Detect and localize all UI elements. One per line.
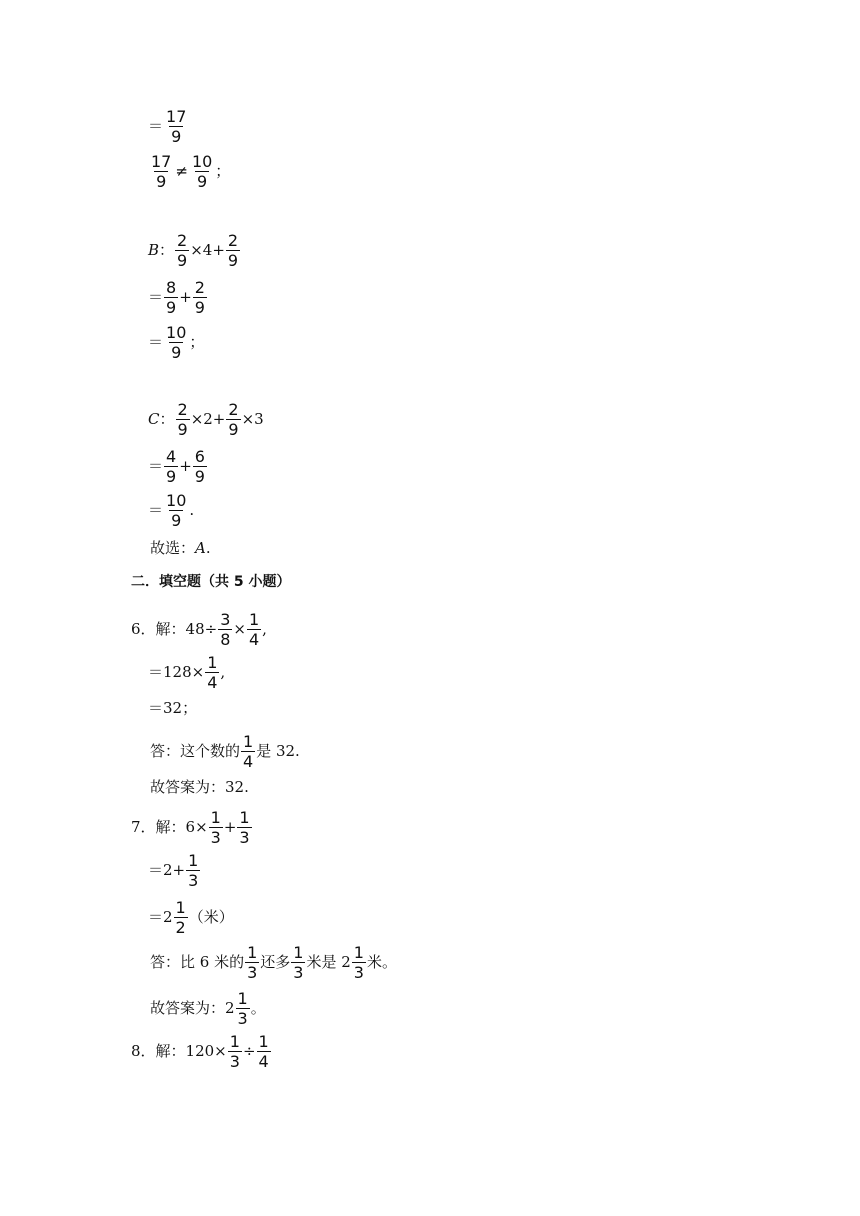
equation-line: ＝ $\frac{10}{9}$ .: [148, 491, 195, 530]
fraction: $\frac{10}{9}$: [166, 323, 187, 362]
fraction: $\frac{1}{2}$: [175, 898, 186, 937]
fraction: $\frac{4}{9}$: [166, 447, 177, 486]
fraction: $\frac{8}{9}$: [166, 278, 177, 317]
fraction: $\frac{1}{4}$: [243, 732, 254, 771]
answer-line: 故答案为：32.: [150, 778, 249, 796]
fraction: $\frac{1}{3}$: [237, 989, 248, 1028]
fraction: $\frac{6}{9}$: [194, 447, 205, 486]
fraction: $\frac{2}{9}$: [228, 400, 239, 439]
equation-line: ＝ $\frac{4}{9}$ + $\frac{6}{9}$: [148, 447, 205, 486]
fraction: $\frac{1}{3}$: [293, 943, 304, 982]
fraction: $\frac{1}{3}$: [229, 1032, 240, 1071]
fraction: $\frac{1}{4}$: [248, 610, 260, 649]
question-8-line: 8．解：120× $\frac{1}{3}$ ÷ $\frac{1}{4}$: [131, 1032, 269, 1071]
equation-line: $\frac{17}{9}$ ≠ $\frac{10}{9}$ ；: [151, 152, 231, 191]
answer-line: 故答案为：2 $\frac{1}{3}$ 。: [150, 989, 266, 1028]
answer-line: 答：比 6 米的 $\frac{1}{3}$ 还多 $\frac{1}{3}$ 米是 2 $\frac{1}{3}$ 米。: [150, 943, 397, 982]
equation-line: ＝2 $\frac{1}{2}$ （米）: [148, 898, 234, 937]
fraction: $\frac{2}{9}$: [227, 231, 239, 270]
fraction: $\frac{1}{4}$: [258, 1032, 269, 1071]
question-6-line: 6．解：48÷ $\frac{3}{8}$ × $\frac{1}{4}$ ,: [131, 610, 267, 649]
fraction: $\frac{2}{9}$: [177, 400, 188, 439]
fraction: $\frac{3}{8}$: [220, 610, 231, 649]
fraction: $\frac{2}{9}$: [194, 278, 205, 317]
option-c-line: C ： $\frac{2}{9}$ ×2+ $\frac{2}{9}$ ×3: [148, 400, 264, 439]
section-heading: 二．填空题（共 5 小题）: [131, 574, 291, 590]
fraction: $\frac{1}{3}$: [210, 808, 221, 847]
question-7-line: 7．解：6× $\frac{1}{3}$ + $\frac{1}{3}$: [131, 808, 250, 847]
fraction: $\frac{1}{3}$: [188, 851, 199, 890]
answer-line: 答：这个数的 $\frac{1}{4}$ 是 32.: [150, 732, 300, 771]
option-label: C: [148, 410, 160, 428]
fraction: $\frac{10}{9}$: [191, 152, 213, 191]
equation-line: ＝32；: [148, 699, 198, 717]
equation-line: [148, 108, 189, 145]
fraction: $\frac{1}{3}$: [247, 943, 258, 982]
answer-line: 故选： A .: [150, 539, 211, 557]
equation-line: ＝ $\frac{8}{9}$ + $\frac{2}{9}$: [148, 278, 205, 317]
equation-line: ＝2+ $\frac{1}{3}$: [148, 851, 199, 890]
fraction: $\frac{17}{9}$: [166, 107, 187, 146]
fraction: $\frac{1}{3}$: [239, 808, 250, 847]
equation-line: ＝ $\frac{10}{9}$ ；: [148, 323, 205, 362]
not-equal-sign: ≠: [175, 162, 188, 180]
option-b-line: B ： $\frac{2}{9}$ ×4+ $\frac{2}{9}$: [148, 231, 239, 270]
equals-sign: ＝: [148, 117, 164, 135]
fraction: $\frac{2}{9}$: [177, 231, 188, 270]
fraction: $\frac{10}{9}$: [166, 491, 187, 530]
fraction: $\frac{17}{9}$: [151, 152, 172, 191]
fraction: $\frac{1}{4}$: [207, 653, 218, 692]
option-label: B: [148, 241, 160, 259]
equation-line: ＝128× $\frac{1}{4}$ ,: [148, 653, 226, 692]
fraction: $\frac{1}{3}$: [353, 943, 364, 982]
